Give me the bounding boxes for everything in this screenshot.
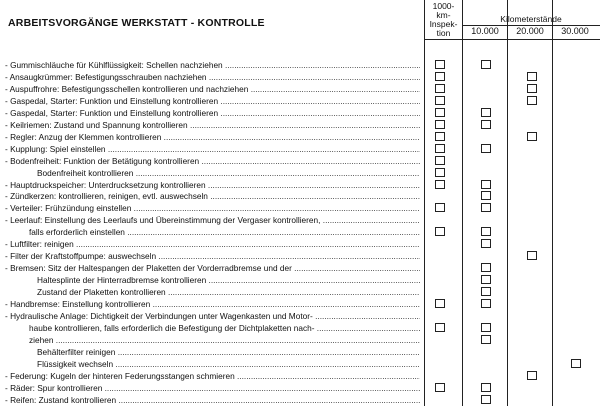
- checkbox[interactable]: [527, 132, 537, 141]
- checkbox[interactable]: [481, 275, 491, 284]
- table-row: [0, 335, 600, 345]
- task-label: - Bodenfreiheit: Funktion der Betätigung kontrollieren .....: [5, 156, 420, 166]
- task-label: - Keilriemen: Zustand und Spannung kontrollieren .....: [5, 120, 420, 130]
- table-row: [0, 227, 600, 237]
- task-label: - Federung: Kugeln der hinteren Federungsstangen schmieren .....: [5, 371, 420, 381]
- checkbox[interactable]: [481, 180, 491, 189]
- checkbox[interactable]: [435, 96, 445, 105]
- task-label: - Leerlauf: Einstellung des Leerlaufs und Übereinstimmung der Vergaser kontrollieren, .....: [5, 215, 420, 225]
- task-label: - Reifen: Zustand kontrollieren .....: [5, 395, 420, 405]
- checkbox[interactable]: [435, 203, 445, 212]
- km-column-header: 20.000: [516, 26, 544, 36]
- inspection-column-header: 1000-km-Inspek-tion: [429, 1, 458, 38]
- table-row: [0, 108, 600, 118]
- checkbox[interactable]: [435, 299, 445, 308]
- table-row: [0, 215, 600, 225]
- task-label: Zustand der Plaketten kontrollieren .....: [5, 287, 420, 297]
- checkbox[interactable]: [481, 191, 491, 200]
- checkbox[interactable]: [435, 132, 445, 141]
- checkbox[interactable]: [481, 383, 491, 392]
- task-label: - Ansaugkrümmer: Befestigungsschrauben nachziehen .....: [5, 72, 420, 82]
- km-column-header: 10.000: [471, 26, 499, 36]
- table-row: [0, 263, 600, 273]
- table-row: [0, 359, 600, 369]
- km-column-header: 30.000: [561, 26, 589, 36]
- table-row: [0, 180, 600, 190]
- table-row: [0, 311, 600, 321]
- task-label: haube kontrollieren, falls erforderlich die Befestigung der Dichtplaketten nach- .....: [5, 323, 420, 333]
- table-row: [0, 395, 600, 405]
- checkbox[interactable]: [481, 335, 491, 344]
- checkbox[interactable]: [481, 263, 491, 272]
- checkbox[interactable]: [481, 60, 491, 69]
- checkbox[interactable]: [527, 371, 537, 380]
- table-row: [0, 299, 600, 309]
- task-label: - Regler: Anzug der Klemmen kontrollieren .....: [5, 132, 420, 142]
- checkbox[interactable]: [435, 120, 445, 129]
- task-label: Flüssigkeit wechseln .....: [5, 359, 420, 369]
- task-label: Behälterfilter reinigen .....: [5, 347, 420, 357]
- header-divider: [424, 39, 600, 40]
- checkbox[interactable]: [481, 120, 491, 129]
- km-group-header: Kilometerstände: [500, 14, 562, 24]
- checkbox[interactable]: [435, 60, 445, 69]
- table-row: [0, 60, 600, 70]
- checkbox[interactable]: [435, 323, 445, 332]
- table-row: [0, 251, 600, 261]
- checkbox[interactable]: [481, 144, 491, 153]
- table-row: [0, 84, 600, 94]
- checkbox[interactable]: [435, 144, 445, 153]
- checkbox[interactable]: [481, 299, 491, 308]
- table-row: [0, 144, 600, 154]
- checkbox[interactable]: [435, 383, 445, 392]
- table-row: [0, 203, 600, 213]
- table-row: [0, 323, 600, 333]
- table-row: [0, 371, 600, 381]
- task-label: - Zündkerzen: kontrollieren, reinigen, evtl. auswechseln .....: [5, 191, 420, 201]
- task-label: - Gaspedal, Starter: Funktion und Einstellung kontrollieren .....: [5, 96, 420, 106]
- checkbox[interactable]: [435, 84, 445, 93]
- table-row: [0, 120, 600, 130]
- checkbox[interactable]: [527, 96, 537, 105]
- table-row: [0, 347, 600, 357]
- table-row: [0, 287, 600, 297]
- task-label: - Kupplung: Spiel einstellen .....: [5, 144, 420, 154]
- table-row: [0, 191, 600, 201]
- task-label: - Luftfilter: reinigen .....: [5, 239, 420, 249]
- table-row: [0, 96, 600, 106]
- task-label: - Gummischläuche für Kühlflüssigkeit: Schellen nachziehen .....: [5, 60, 420, 70]
- checkbox[interactable]: [481, 108, 491, 117]
- page-title: ARBEITSVORGÄNGE WERKSTATT - KONTROLLE: [8, 17, 265, 29]
- task-label: - Hauptdruckspeicher: Unterdrucksetzung kontrollieren .....: [5, 180, 420, 190]
- checkbox[interactable]: [435, 168, 445, 177]
- task-label: falls erforderlich einstellen .....: [5, 227, 420, 237]
- task-label: Bodenfreiheit kontrollieren .....: [5, 168, 420, 178]
- checkbox[interactable]: [481, 227, 491, 236]
- checkbox[interactable]: [527, 72, 537, 81]
- task-label: - Filter der Kraftstoffpumpe: auswechseln .....: [5, 251, 420, 261]
- task-label: - Räder: Spur kontrollieren .....: [5, 383, 420, 393]
- table-row: [0, 168, 600, 178]
- checkbox[interactable]: [481, 323, 491, 332]
- table-row: [0, 239, 600, 249]
- task-label: ziehen .....: [5, 335, 420, 345]
- task-label: - Hydraulische Anlage: Dichtigkeit der Verbindungen unter Wagenkasten und Motor- .....: [5, 311, 420, 321]
- checkbox[interactable]: [481, 395, 491, 404]
- checkbox[interactable]: [527, 84, 537, 93]
- table-row: [0, 72, 600, 82]
- task-label: - Verteiler: Frühzündung einstellen .....: [5, 203, 420, 213]
- checkbox[interactable]: [435, 180, 445, 189]
- table-row: [0, 132, 600, 142]
- task-label: - Handbremse: Einstellung kontrollieren .....: [5, 299, 420, 309]
- task-label: - Bremsen: Sitz der Haltespangen der Plaketten der Vorderradbremse und der .....: [5, 263, 420, 273]
- checkbox[interactable]: [481, 287, 491, 296]
- task-label: - Gaspedal, Starter: Funktion und Einstellung kontrollieren .....: [5, 108, 420, 118]
- checkbox[interactable]: [435, 108, 445, 117]
- checkbox[interactable]: [481, 239, 491, 248]
- checkbox[interactable]: [481, 203, 491, 212]
- task-label: Haltesplinte der Hinterradbremse kontrollieren .....: [5, 275, 420, 285]
- checkbox[interactable]: [435, 72, 445, 81]
- checkbox[interactable]: [527, 251, 537, 260]
- checkbox[interactable]: [435, 156, 445, 165]
- checkbox[interactable]: [571, 359, 581, 368]
- checkbox[interactable]: [435, 227, 445, 236]
- task-label: - Auspuffrohre: Befestigungsschellen kontrollieren und nachziehen .....: [5, 84, 420, 94]
- table-row: [0, 275, 600, 285]
- table-row: [0, 383, 600, 393]
- table-row: [0, 156, 600, 166]
